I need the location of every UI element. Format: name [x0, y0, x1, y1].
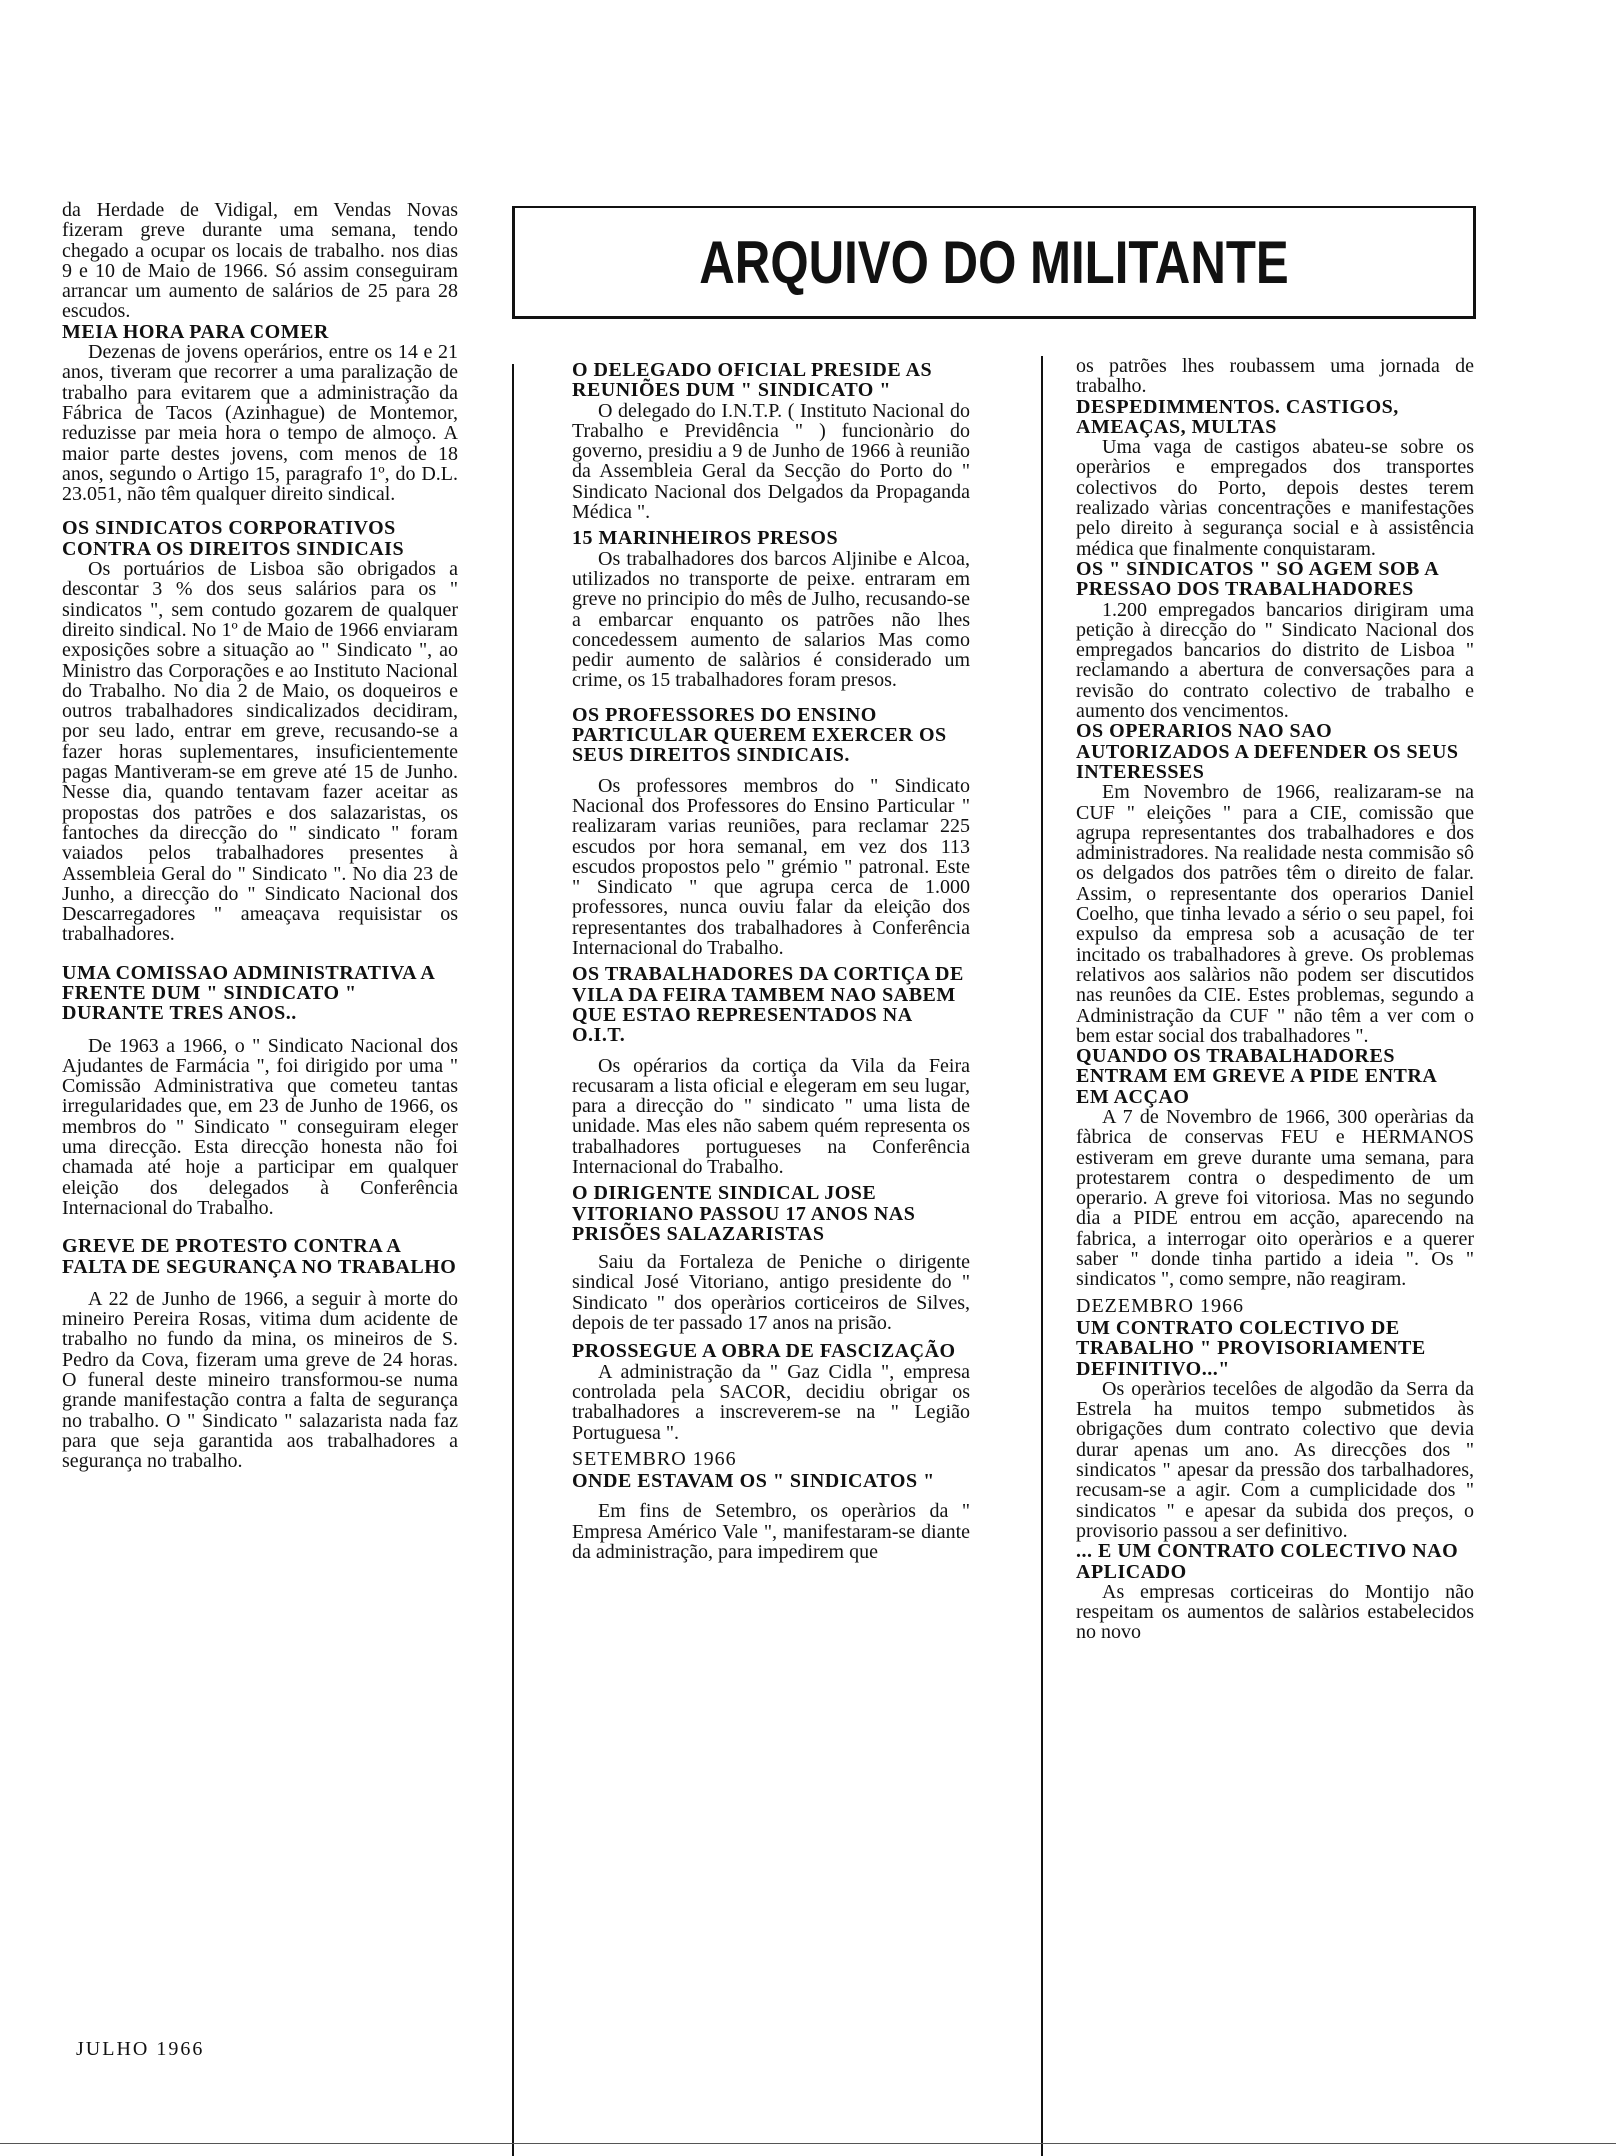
article-heading: UMA COMISSAO ADMINISTRATIVA A FRENTE DUM " SINDICATO " DURANTE TRES ANOS..	[62, 961, 435, 1025]
article-text: Os trabalhadores dos barcos Aljinibe e Alcoa, utilizados no transporte de peixe. entraram em greve no principio do mês de Julho, recusando-se a embarcar enquanto os patrões não lhes concedessem aumento de salarios Mas como pedir aumento de salàrios é considerado um crime, os 15 trabalhadores foram presos.	[572, 547, 970, 692]
article-heading: 15 MARINHEIROS PRESOS	[572, 527, 839, 550]
column-3	[1076, 356, 1474, 2126]
masthead-box	[512, 206, 1476, 319]
article-text: A administração da " Gaz Cidla ", empresa controlada pela SACOR, decidiu obrigar os trabalhadores a inscreverem-se na " Legião Portuguesa ".	[572, 1360, 970, 1444]
article-text: A 7 de Novembro de 1966, 300 operàrias da fàbrica de conservas FEU e HERMANOS estiveram em greve durante uma semana, para protestarem contra o despedimento de um operario. A greve foi vitoriosa. Mas no segundo dia a PIDE entrou em acção, aparecendo na fabrica, a interrogar oito operàrios e a querer saber " donde tinha partido a ideia ". Os " sindicatos ", como sempre, não reagiram.	[1076, 1105, 1474, 1291]
article-heading: OS " SINDICATOS " SO AGEM SOB A PRESSAO DOS TRABALHADORES	[1076, 557, 1439, 601]
article-text: Em Novembro de 1966, realizaram-se na CUF " eleições " para a CIE, comissão que agrupa representantes dos trabalhadores e dos administradores. Na realidade nesta commisão sô os delgados dos patrões têm o direito de falar. Assim, o representante dos operarios Daniel Coelho, que tinha levado a sério o seu papel, foi expulso da empresa sob a acusação de ter incitado os trabalhadores à greve. Os problemas relativos aos salàrios não podem ser discutidos nas reunôes da CIE. Estes problemas, segundo a Administração da CUF " não têm a ver com o bem estar social dos trabalhadores ".	[1076, 781, 1474, 1047]
article-text: Os portuários de Lisboa são obrigados a descontar 3 % dos seus salários para os " sindicatos ", sem contudo gozarem de qualquer direito sindical. No 1º de Maio de 1966 enviaram exposições sobre a situação ao " Sindicato ", ao Ministro das Corporações e ao Instituto Nacional do Trabalho. No dia 2 de Maio, os doqueiros e outros trabalhadores sindicalizados decidiram, por seu lado, entrar em greve, recusando-se a fazer horas suplementares, insuficientemente pagas Mantiveram-se em greve até 15 de Junho. Nesse dia, quando tentavam fazer aceitar as propostas dos patrões e dos salazaristas, os fantoches da direcção do " sindicato " foram vaiados pelos trabalhadores presentes à Assembleia Geral do " Sindicato ". No dia 23 de Junho, a direcção do " Sindicato Nacional dos Descarregadores " ameaçava requisistar os trabalhadores.	[62, 558, 458, 946]
article-text: A 22 de Junho de 1966, a seguir à morte do mineiro Pereira Rosas, vitima dum acidente de trabalho no fundo da mina, os mineiros de S. Pedro da Cova, fizeram uma greve de 24 horas. O funeral deste mineiro transformou-se numa grande manifestação contra a falta de segurança no trabalho. O " Sindicato " salazarista nada faz para que seja garantida aos trabalhadores a segurança no trabalho.	[62, 1287, 458, 1473]
article-heading: ONDE ESTAVAM OS " SINDICATOS "	[572, 1470, 935, 1493]
article-heading: ... E UM CONTRATO COLECTIVO NAO APLICADO	[1076, 1540, 1459, 1583]
article-heading: O DIRIGENTE SINDICAL JOSE VITORIANO PASSOU 17 ANOS NAS PRISÕES SALAZARISTAS	[572, 1182, 916, 1245]
article-heading: O DELEGADO OFICIAL PRESIDE AS REUNIÕES DUM " SINDICATO "	[572, 360, 933, 402]
article-heading: OS TRABALHADORES DA CORTIÇA DE VILA DA FEIRA TAMBEM NAO SABEM QUE ESTAO REPRESENTADOS NA O.I.T.	[572, 963, 964, 1047]
article-heading: OS PROFESSORES DO ENSINO PARTICULAR QUEREM EXERCER OS SEUS DIREITOS SINDICAIS.	[572, 703, 947, 767]
article-heading: OS SINDICATOS CORPORATIVOS CONTRA OS DIREITOS SINDICAIS	[62, 517, 405, 560]
article-heading: DESPEDIMMENTOS. CASTIGOS, AMEAÇAS, MULTAS	[1076, 395, 1399, 438]
issue-date-footer: JULHO 1966	[76, 2038, 205, 2060]
article-heading: OS OPERARIOS NAO SAO AUTORIZADOS A DEFENDER OS SEUS INTERESSES	[1076, 720, 1459, 783]
article-text: O delegado do I.N.T.P. ( Instituto Nacional do Trabalho e Previdência " ) funcionàrio do governo, presidiu a 9 de Junho de 1966 à reunião da Assembleia Geral da Secção do Porto do " Sindicato Nacional dos Delgados da Propaganda Médica ".	[572, 399, 970, 524]
article-heading: MEIA HORA PARA COMER	[62, 320, 329, 343]
article-heading: GREVE DE PROTESTO CONTRA A FALTA DE SEGURANÇA NO TRABALHO	[62, 1235, 457, 1278]
article-text: 1.200 empregados bancarios dirigiram uma petição à direcção do " Sindicato Nacional dos empregados bancarios do distrito de Lisboa " reclamando a abertura de conversações para a revisão do contrato colectivo de trabalho e aumento dos vencimentos.	[1076, 598, 1474, 723]
article-heading: QUANDO OS TRABALHADORES ENTRAM EM GREVE A PIDE ENTRA EM ACÇAO	[1076, 1045, 1437, 1108]
section-date: DEZEMBRO 1966	[1076, 1294, 1244, 1317]
article-text: As empresas corticeiras do Montijo não respeitam os aumentos de salàrios estabelecidos no novo	[1076, 1580, 1474, 1644]
article-text: Saiu da Fortaleza de Peniche o dirigente sindical José Vitoriano, antigo presidente do " Sindicato " dos operàrios corticeiros de Silves, depois de ter passado 17 anos na prisão.	[572, 1251, 970, 1335]
article-text: De 1963 a 1966, o " Sindicato Nacional dos Ajudantes de Farmácia ", foi dirigido por uma " Comissão Administrativa que cometeu tantas irregularidades que, em 23 de Junho de 1966, os membros do " Sindicato " conseguiram eleger uma direcção. Esta direcção honesta não foi chamada até hoje a participar em qualquer eleição dos delegados à Conferência Internacional do Trabalho.	[62, 1034, 458, 1219]
column-rule-right	[1041, 356, 1043, 2156]
column-rule-left	[512, 364, 514, 2156]
article-text: Em fins de Setembro, os operàrios da " Empresa Américo Vale ", manifestaram-se diante da administração, para impedirem que	[572, 1500, 970, 1564]
article-text: da Herdade de Vidigal, em Vendas Novas fizeram greve durante uma semana, tendo chegado a ocupar os locais de trabalho. nos dias 9 e 10 de Maio de 1966. Só assim conseguiram arrancar um aumento de salários de 25 para 28 escudos.	[62, 200, 458, 323]
article-text: Uma vaga de castigos abateu-se sobre os operàrios e empregados dos transportes colectivos do Porto, depois destes terem realizado vàrias concentrações e manifestações pelo direito à segurança social e à assistência médica que finalmente conquistaram.	[1076, 436, 1474, 560]
article-heading: PROSSEGUE A OBRA DE FASCIZAÇÃO	[572, 1340, 956, 1363]
column-1	[62, 200, 458, 2130]
column-2	[572, 360, 970, 2130]
article-text: Dezenas de jovens operários, entre os 14 e 21 anos, tiveram que recorrer a uma paralização de trabalho para evitarem que a administração da Fábrica de Tacos (Azinhague) de Montemor, reduzisse par meia hora o tempo de almoço. A maior parte destes jovens, com menos de 18 anos, segundo o Artigo 15, paragrafo 1º, do D.L. 23.051, não têm qualquer direito sindical.	[62, 341, 458, 506]
article-heading: UM CONTRATO COLECTIVO DE TRABALHO " PROVISORIAMENTE DEFINITIVO..."	[1076, 1316, 1426, 1380]
section-date: SETEMBRO 1966	[572, 1447, 737, 1470]
article-text: os patrões lhes roubassem uma jornada de trabalho.	[1076, 356, 1474, 398]
article-text: Os opérarios da cortiça da Vila da Feira recusaram a lista oficial e elegeram em seu lugar, para a direcção do " sindicato " uma lista de unidade. Mas eles não sabem quém representa os trabalhadores portugueses na Conferência Internacional do Trabalho.	[572, 1054, 970, 1178]
masthead-title: ARQUIVO DO MILITANTE	[699, 229, 1289, 296]
article-text: Os operàrios tecelôes de algodão da Serra da Estrela ha muitos tempo submetidos às obrigações dum contrato colectivo que devia durar apenas um ano. As direcções dos " sindicatos " apesar da pressão dos tarbalhadores, recusam-se a agir. Com a cumplicidade dos " sindicatos " e apesar da subida dos preços, o provisorio passou a ser definitivo.	[1076, 1377, 1474, 1542]
article-text: Os professores membros do " Sindicato Nacional dos Professores do Ensino Particular " realizaram varias reuniões, para reclamar 225 escudos por hora semanal, em vez dos 113 escudos propostos pelo " grémio " patronal. Este " Sindicato " que agrupa cerca de 1.000 professores, nunca ouviu falar da eleição dos representantes dos trabalhadores à Conferência Internacional do Trabalho.	[572, 774, 970, 960]
